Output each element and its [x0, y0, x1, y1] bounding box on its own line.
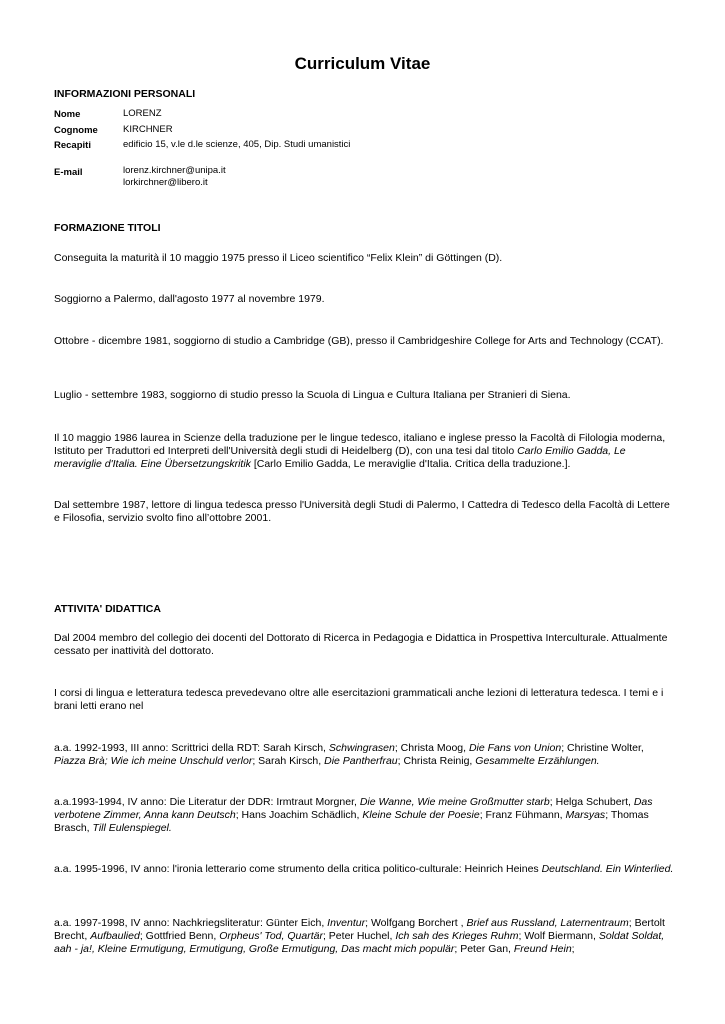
- section-heading-formazione: FORMAZIONE TITOLI: [54, 222, 161, 234]
- course-entry-1992: a.a. 1992-1993, III anno: Scrittrici della RDT: Sarah Kirsch, Schwingrasen; Christa Moog, Die Fans von Union; Christine Wolter, Piazza Brà; Wie ich meine Unschuld verlor; Sarah Kirsch, Die Pantherfrau; Christa Reinig, Gesammelte Erzählungen.: [54, 742, 644, 767]
- section-heading-didattica: ATTIVITA' DIDATTICA: [54, 603, 161, 615]
- nome-label: Nome: [54, 109, 81, 120]
- thesis-title: Carlo Emilio Gadda, Le meraviglie d'Italia. Eine Übersetzungskritik: [54, 445, 626, 470]
- didattica-paragraph-1: Dal 2004 membro del collegio dei docenti del Dottorato di Ricerca in Pedagogia e Didattica in Prospettiva Interculturale. Attualmente cessato per inattività del dottorato.: [54, 632, 668, 657]
- email-label: E-mail: [54, 167, 83, 178]
- didattica-paragraph-2: I corsi di lingua e letteratura tedesca prevedevano oltre alle esercitazioni grammaticali anche lezioni di letteratura tedesca. I temi e i brani letti erano nel: [54, 687, 664, 712]
- formazione-paragraph-4: Luglio - settembre 1983, soggiorno di studio presso la Scuola di Lingua e Cultura Italiana per Stranieri di Siena.: [54, 389, 571, 401]
- course-entry-1997: a.a. 1997-1998, IV anno: Nachkriegsliteratur: Günter Eich, Inventur; Wolfgang Borchert , Brief aus Russland, Laternentraum; Bertolt Brecht, Aufbaulied; Gottfried Benn, Orpheus' Tod, Quartär; Peter Huchel, Ich sah des Krieges Ruhm; Wolf Biermann, Soldat Soldat, aah - ja!, Kleine Ermutigung, Ermutigung, Große Ermutigung, Das macht mich populär; Peter Gan, Freund Hein;: [54, 917, 665, 955]
- cognome-label: Cognome: [54, 125, 98, 136]
- recapiti-value: edificio 15, v.le d.le scienze, 405, Dip. Studi umanistici: [123, 139, 351, 150]
- page-title: Curriculum Vitae: [294, 54, 431, 73]
- cognome-value: KIRCHNER: [123, 124, 173, 135]
- nome-value: LORENZ: [123, 108, 162, 119]
- email-value-1: lorenz.kirchner@unipa.it: [123, 165, 226, 176]
- recapiti-label: Recapiti: [54, 140, 91, 151]
- formazione-paragraph-6: Dal settembre 1987, lettore di lingua tedesca presso l'Università degli Studi di Palermo, I Cattedra di Tedesco della Facoltà di Lettere e Filosofia, servizio svolto fino all’ottobre 2001.: [54, 499, 670, 524]
- formazione-paragraph-1: Conseguita la maturità il 10 maggio 1975 presso il Liceo scientifico “Felix Klein” di Göttingen (D).: [54, 252, 503, 264]
- formazione-paragraph-5: [54, 432, 674, 471]
- email-value-2: lorkirchner@libero.it: [123, 177, 208, 188]
- formazione-paragraph-2: Soggiorno a Palermo, dall'agosto 1977 al novembre 1979.: [54, 293, 325, 305]
- section-heading-personal: INFORMAZIONI PERSONALI: [54, 88, 196, 100]
- course-entry-1993: a.a.1993-1994, IV anno: Die Literatur der DDR: Irmtraut Morgner, Die Wanne, Wie meine Großmutter starb; Helga Schubert, Das verbotene Zimmer, Anna kann Deutsch; Hans Joachim Schädlich, Kleine Schule der Poesie; Franz Fühmann, Marsyas; Thomas Brasch, Till Eulenspiegel.: [54, 796, 653, 834]
- thesis-translation: [Carlo Emilio Gadda, Le meraviglie d'Italia. Critica della traduzione.].: [250, 458, 571, 470]
- laurea-text: Il 10 maggio 1986 laurea in Scienze della traduzione per le lingue tedesco, italiano e inglese presso la Facoltà di Filologia moderna, Istituto per Traduttori ed Interpreti dell'Università degli studi di Heidelberg (D), con una tesi dal titolo: [54, 432, 666, 457]
- course-entry-1995: a.a. 1995-1996, IV anno: l'ironia letterario come strumento della critica politico-culturale: Heinrich Heines Deutschland. Ein Winterlied.: [54, 863, 674, 875]
- formazione-paragraph-3: Ottobre - dicembre 1981, soggiorno di studio a Cambridge (GB), presso il Cambridgeshire College for Arts and Technology (CCAT).: [54, 335, 664, 347]
